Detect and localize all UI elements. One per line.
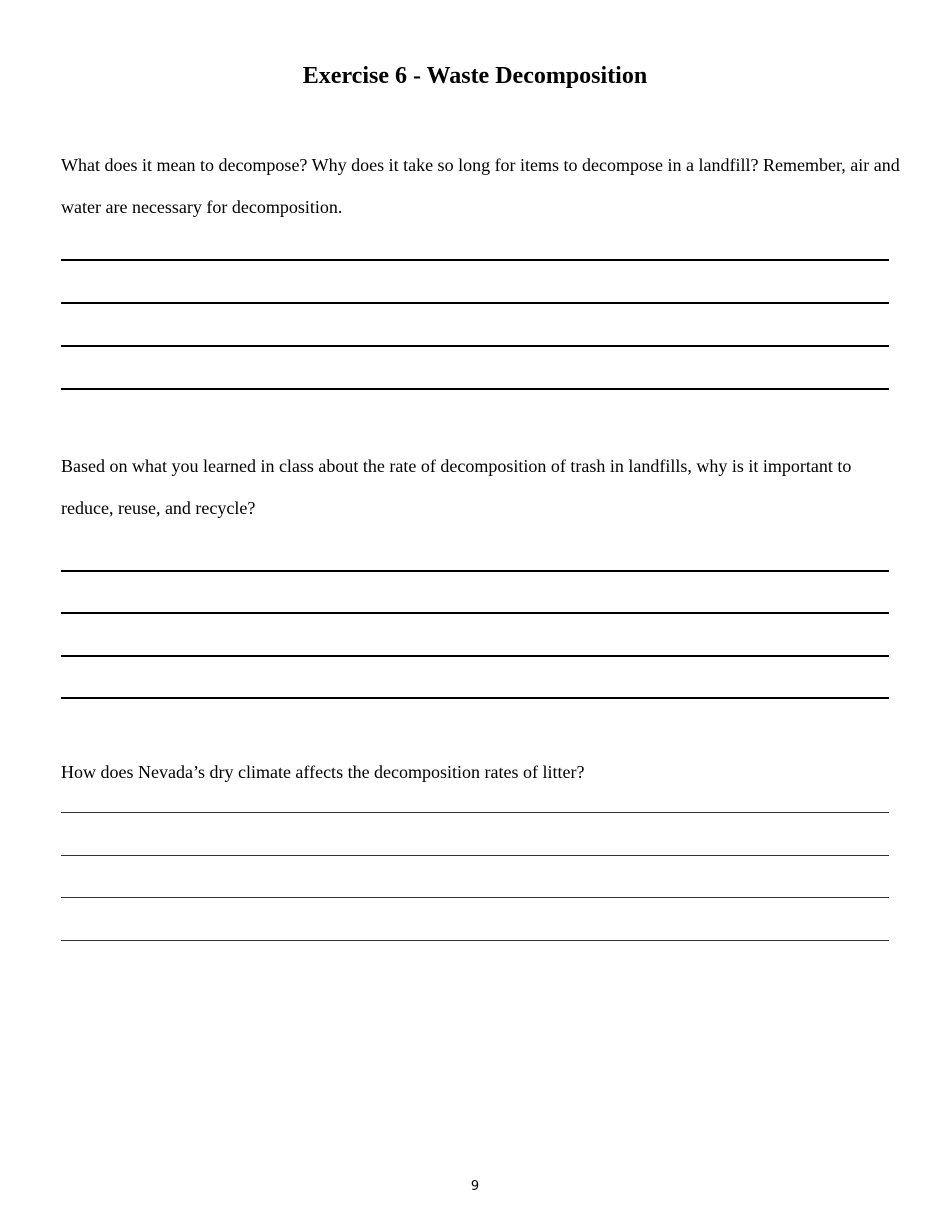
- question-2-text: Based on what you learned in class about the rate of decomposition of trash in landfills, why is it important to reduce, reuse, and recycle?: [61, 456, 852, 518]
- answer-line[interactable]: [61, 345, 889, 347]
- answer-line[interactable]: [61, 812, 889, 813]
- answer-line[interactable]: [61, 570, 889, 572]
- answer-line[interactable]: [61, 897, 889, 898]
- answer-line[interactable]: [61, 302, 889, 304]
- answer-line[interactable]: [61, 697, 889, 699]
- answer-line[interactable]: [61, 940, 889, 941]
- question-3-text: How does Nevada’s dry climate affects the decomposition rates of litter?: [61, 762, 585, 782]
- page-title: Exercise 6 - Waste Decomposition: [302, 63, 648, 89]
- answer-line[interactable]: [61, 259, 889, 261]
- answer-line[interactable]: [61, 855, 889, 856]
- question-1-text: What does it mean to decompose? Why does it take so long for items to decompose in a landfill? Remember, air and water are necessary for decomposition.: [61, 155, 900, 217]
- answer-line[interactable]: [61, 655, 889, 657]
- page-number: 9: [470, 1179, 480, 1194]
- answer-line[interactable]: [61, 388, 889, 390]
- answer-line[interactable]: [61, 612, 889, 614]
